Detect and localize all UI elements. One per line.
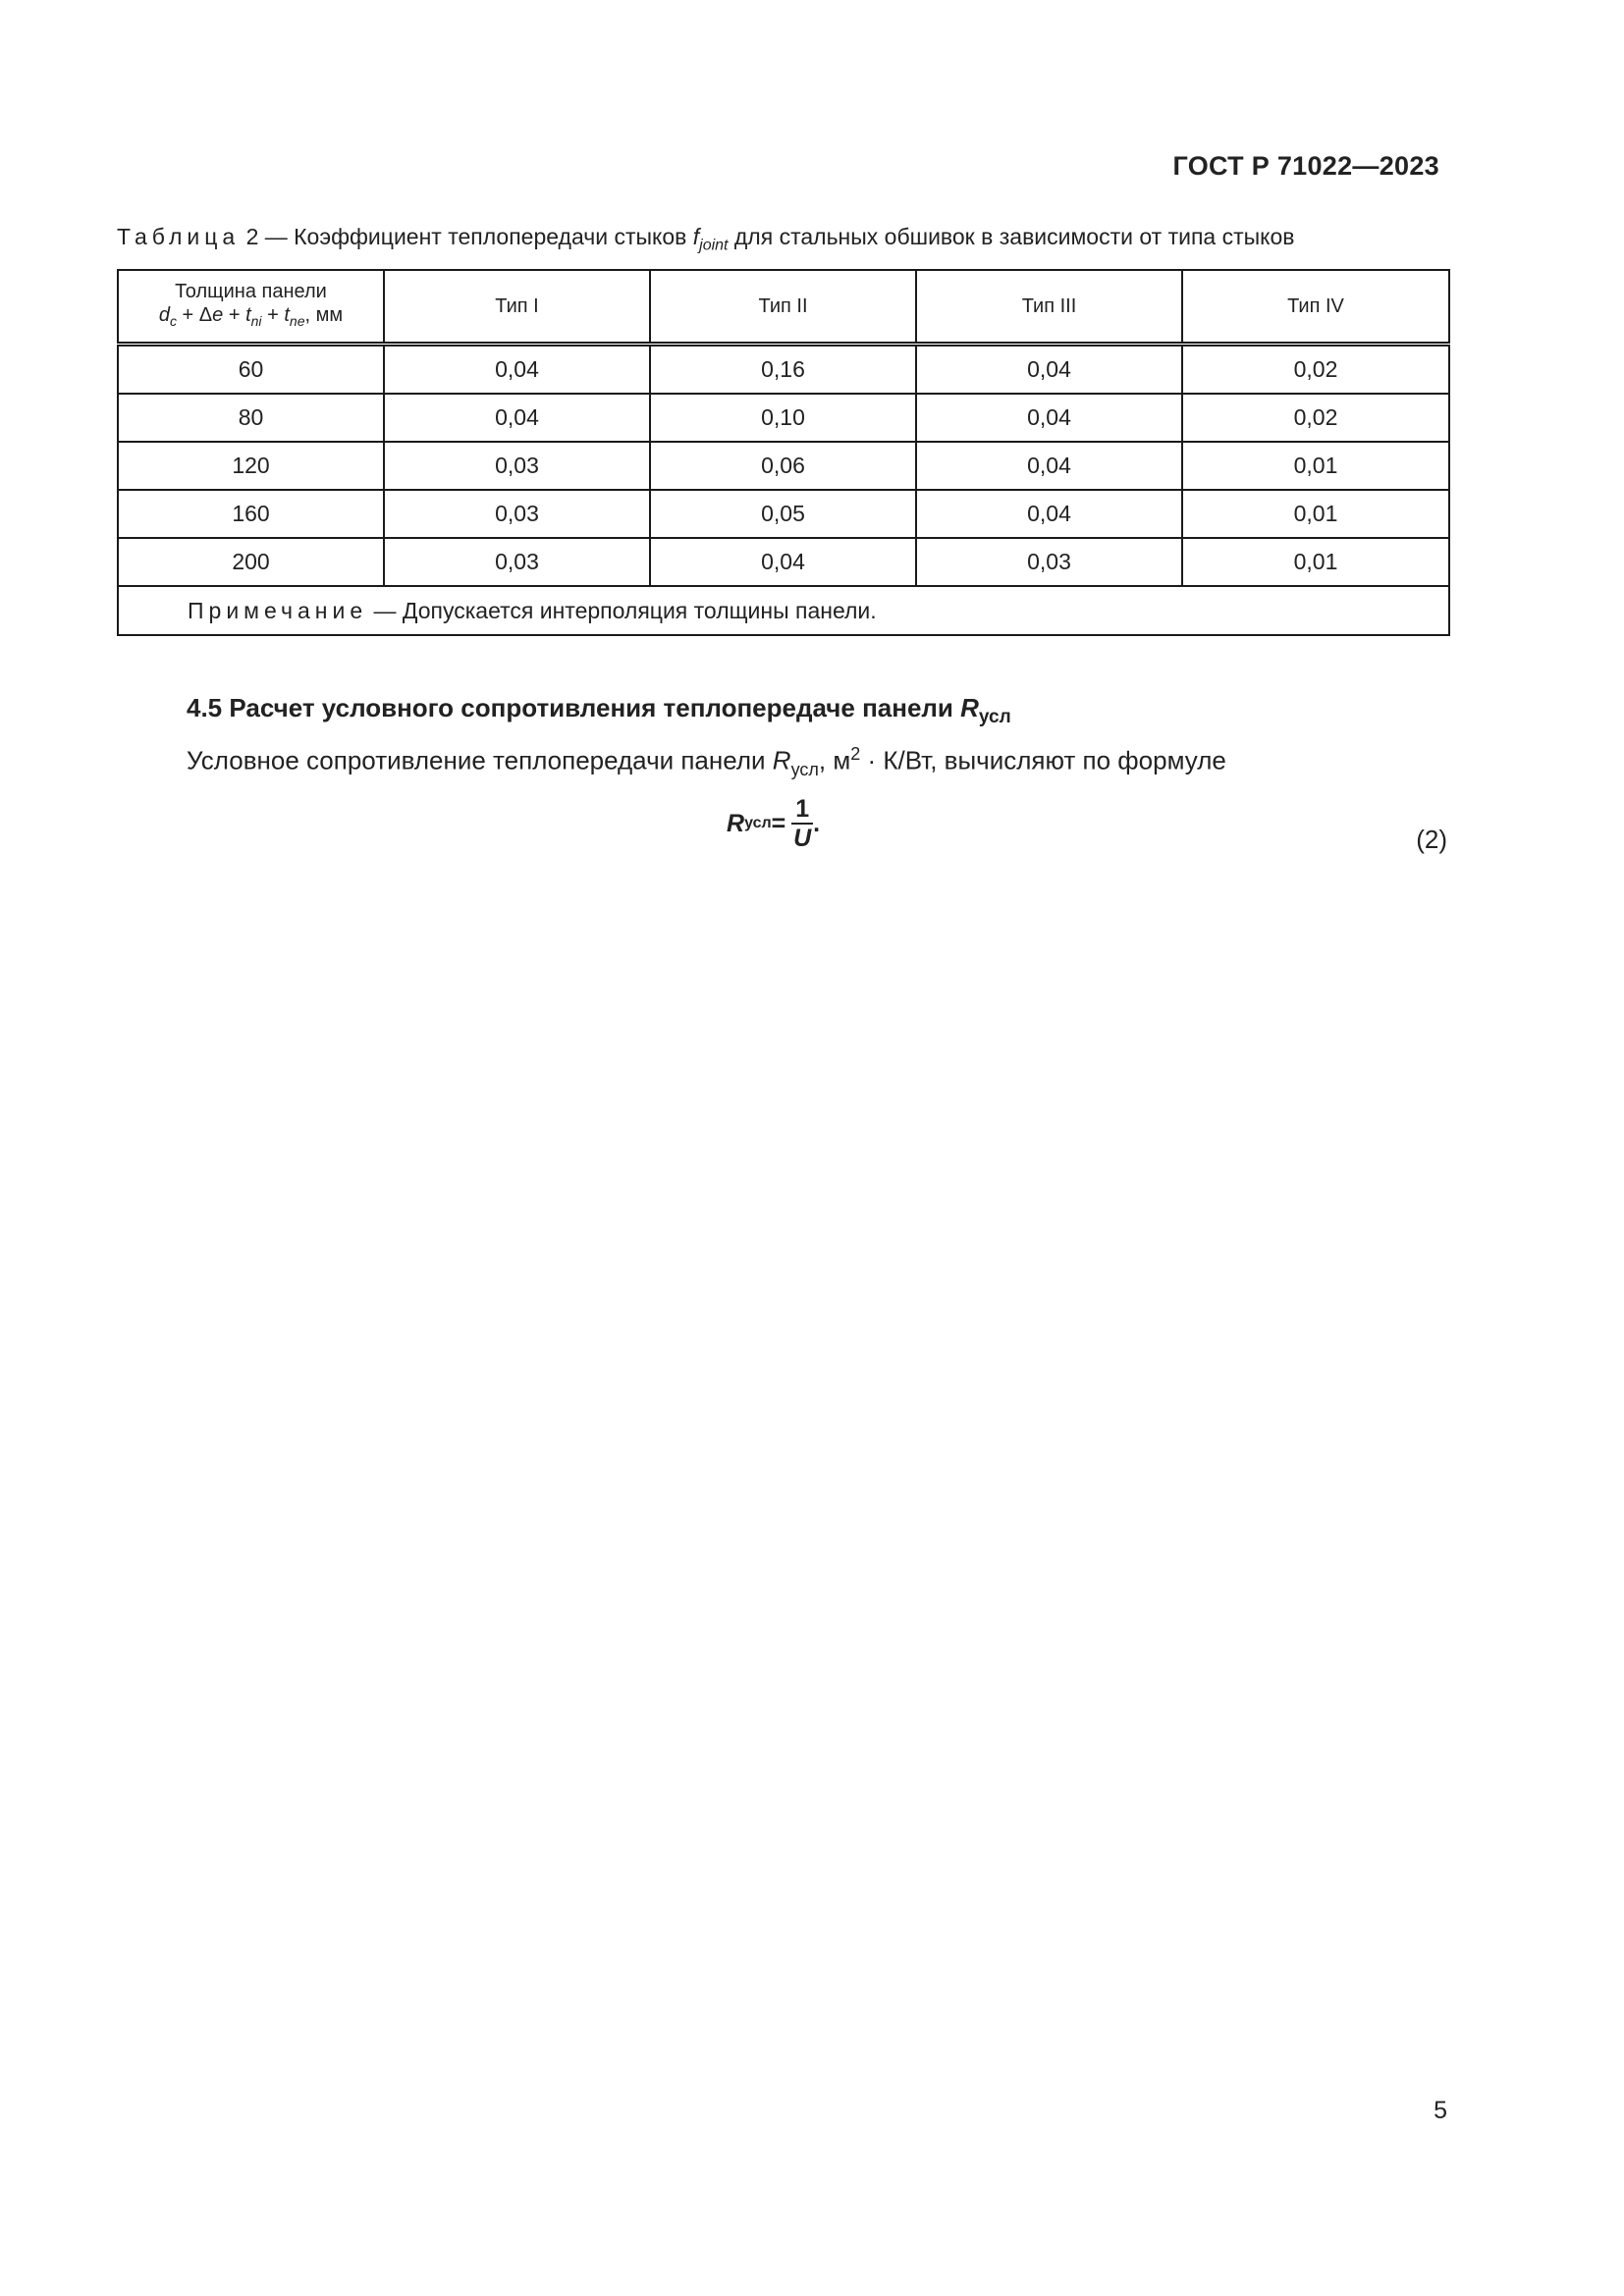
cell-thickness: 160 bbox=[118, 490, 384, 538]
header-type-4: Тип IV bbox=[1182, 270, 1449, 345]
formula-fraction bbox=[791, 795, 813, 852]
cell-thickness: 80 bbox=[118, 394, 384, 442]
cell-value: 0,03 bbox=[916, 538, 1182, 586]
cell-value: 0,04 bbox=[916, 345, 1182, 395]
cell-thickness: 200 bbox=[118, 538, 384, 586]
table-header-row bbox=[118, 270, 1449, 345]
cell-value: 0,04 bbox=[384, 345, 650, 395]
cell-value: 0,03 bbox=[384, 442, 650, 490]
caption-text: 2 — Коэффициент теплопередачи стыков bbox=[240, 224, 693, 249]
page-number: 5 bbox=[1434, 2097, 1447, 2124]
section-symbol-sub: усл bbox=[978, 707, 1011, 728]
cell-value: 0,05 bbox=[650, 490, 916, 538]
table-row bbox=[118, 345, 1449, 395]
cell-value: 0,04 bbox=[650, 538, 916, 586]
cell-thickness: 60 bbox=[118, 345, 384, 395]
cell-value: 0,04 bbox=[916, 490, 1182, 538]
note-label: Примечание bbox=[188, 597, 368, 623]
caption-tail: для стальных обшивок в зависимости от типа стыков bbox=[728, 224, 1295, 249]
table-row bbox=[118, 490, 1449, 538]
table-row bbox=[118, 538, 1449, 586]
formula-numerator: 1 bbox=[791, 795, 813, 825]
caption-label: Таблица bbox=[117, 224, 241, 249]
table-row bbox=[118, 442, 1449, 490]
formula-lhs-sub: усл bbox=[744, 815, 772, 831]
cell-value: 0,01 bbox=[1182, 538, 1449, 586]
formula-equals: = bbox=[771, 809, 786, 837]
header-type-1: Тип I bbox=[384, 270, 650, 345]
cell-value: 0,04 bbox=[384, 394, 650, 442]
header-thickness-formula: $d_c + \Delta e + t_{ni} + t_{ne}$, мм bbox=[158, 304, 344, 329]
cell-value: 0,10 bbox=[650, 394, 916, 442]
cell-value: 0,04 bbox=[916, 442, 1182, 490]
cell-value: 0,02 bbox=[1182, 394, 1449, 442]
header-thickness bbox=[118, 270, 384, 345]
formula-lhs: R bbox=[727, 809, 745, 837]
cell-thickness: 120 bbox=[118, 442, 384, 490]
cell-value: 0,06 bbox=[650, 442, 916, 490]
formula-period: . bbox=[813, 809, 821, 837]
table-caption bbox=[117, 224, 1295, 255]
cell-value: 0,16 bbox=[650, 345, 916, 395]
section-title-text: Расчет условного сопротивления теплопередаче панели bbox=[222, 693, 961, 722]
coefficient-table bbox=[117, 269, 1450, 636]
note-text: — Допускается интерполяция толщины панели. bbox=[367, 597, 877, 623]
section-number: 4.5 bbox=[187, 693, 223, 722]
table-row bbox=[118, 394, 1449, 442]
cell-value: 0,01 bbox=[1182, 490, 1449, 538]
caption-symbol-sub: joint bbox=[699, 237, 729, 254]
formula-denominator: U bbox=[793, 825, 812, 852]
cell-value: 0,01 bbox=[1182, 442, 1449, 490]
section-heading bbox=[187, 693, 1011, 728]
table-note bbox=[118, 586, 1449, 635]
caption-symbol: f bbox=[692, 224, 700, 249]
cell-value: 0,02 bbox=[1182, 345, 1449, 395]
standard-id: ГОСТ Р 71022—2023 bbox=[1172, 151, 1439, 181]
table-note-row bbox=[118, 586, 1449, 635]
cell-value: 0,03 bbox=[384, 490, 650, 538]
header-type-3: Тип III bbox=[916, 270, 1182, 345]
cell-value: 0,03 bbox=[384, 538, 650, 586]
formula-number: (2) bbox=[1416, 825, 1447, 854]
formula-2 bbox=[727, 795, 820, 852]
body-paragraph: Условное сопротивление теплопередачи панели $R_{усл}$, $м^2 \cdot К/Вт$, вычисляют по формуле bbox=[187, 744, 1226, 779]
section-symbol: R bbox=[960, 693, 979, 722]
header-type-2: Тип II bbox=[650, 270, 916, 345]
header-thickness-label: Толщина панели bbox=[175, 281, 327, 302]
cell-value: 0,04 bbox=[916, 394, 1182, 442]
